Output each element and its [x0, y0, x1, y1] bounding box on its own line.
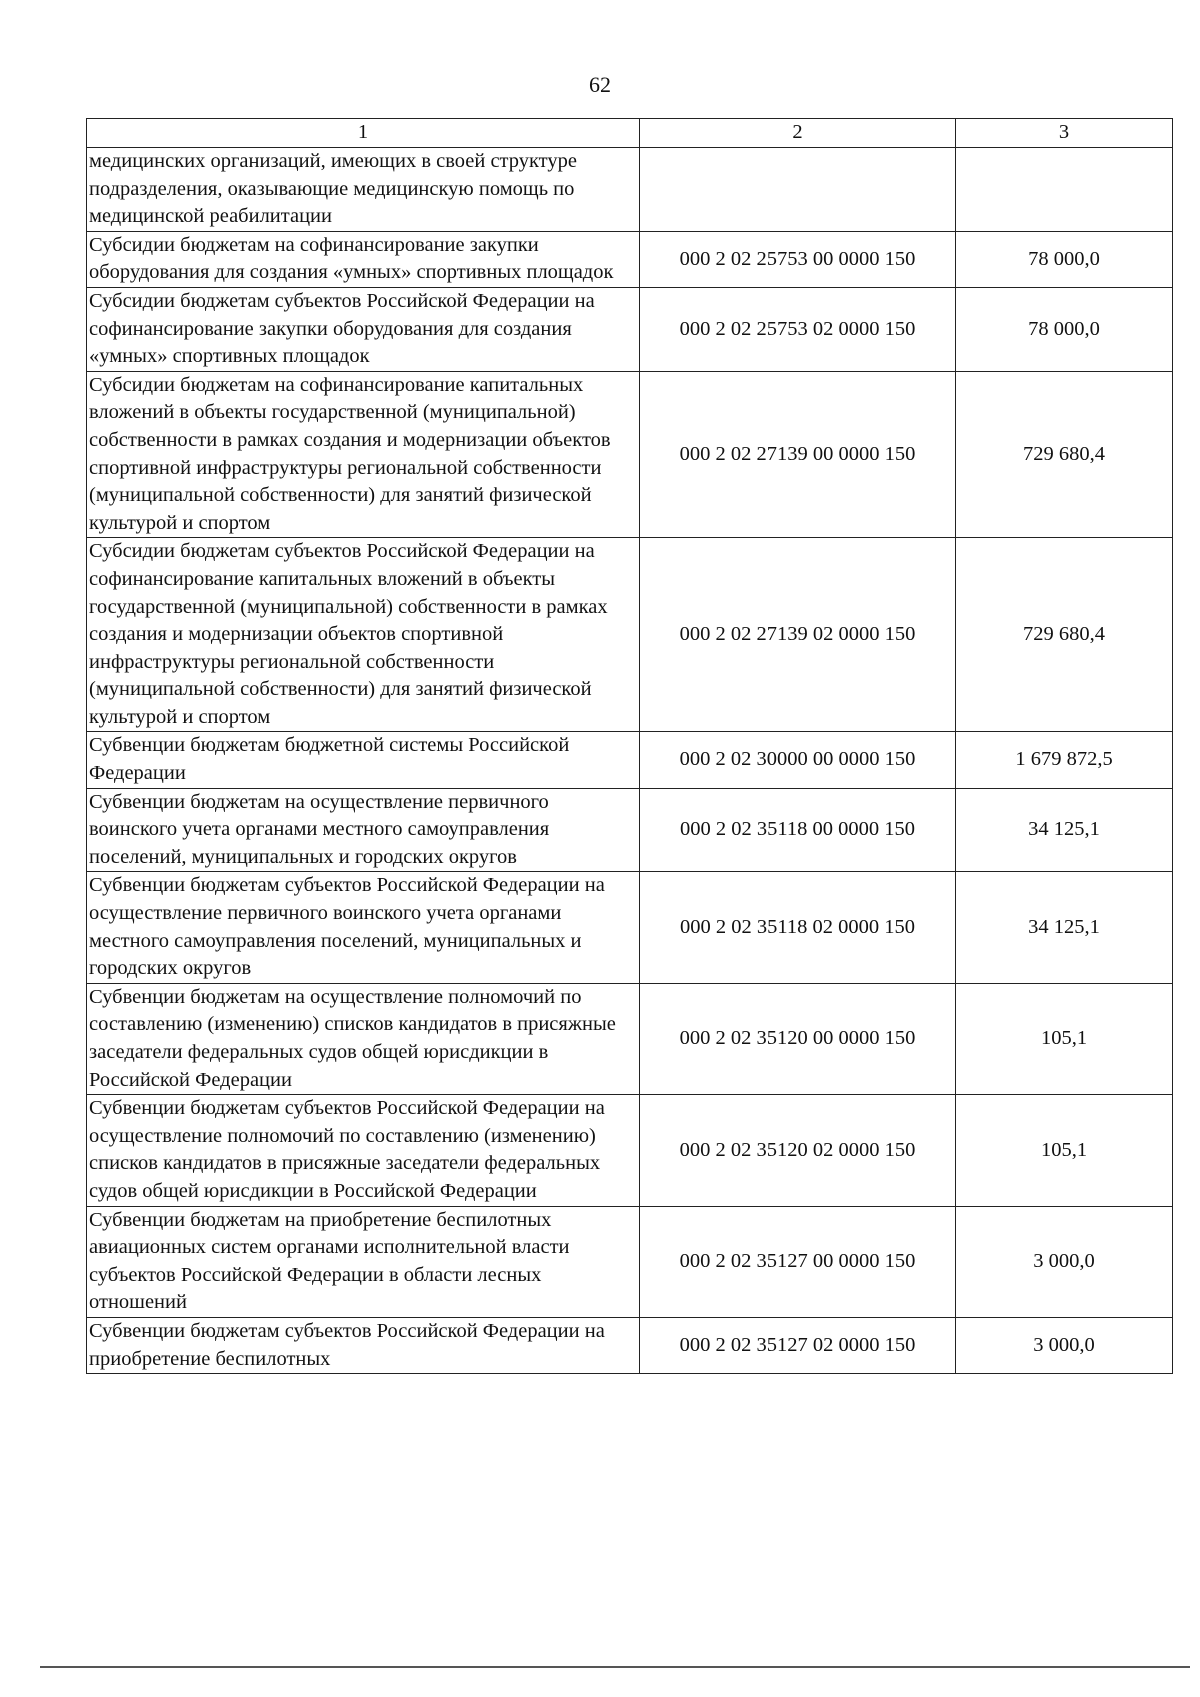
- table-row: [87, 1317, 1173, 1373]
- table-row: [87, 788, 1173, 872]
- table-row: [87, 371, 1173, 538]
- row-description: медицинских организаций, имеющих в своей структуре подразделения, оказывающие медицинскую помощь по медицинской реабилитации: [87, 148, 640, 232]
- table-row: [87, 983, 1173, 1094]
- row-description: Субсидии бюджетам субъектов Российской Федерации на софинансирование капитальных вложений в объекты государственной (муниципальной) собственности в рамках создания и модернизации объектов спортивной инфраструктуры региональной собственности (муниципальной собственности) для занятий физической культурой и спортом: [87, 538, 640, 732]
- row-amount: 78 000,0: [956, 287, 1173, 371]
- table-row: [87, 1206, 1173, 1317]
- row-code: 000 2 02 25753 02 0000 150: [640, 287, 956, 371]
- row-description: Субсидии бюджетам на софинансирование закупки оборудования для создания «умных» спортивных площадок: [87, 231, 640, 287]
- row-code: 000 2 02 27139 00 0000 150: [640, 371, 956, 538]
- row-amount: 78 000,0: [956, 231, 1173, 287]
- row-amount: 729 680,4: [956, 371, 1173, 538]
- table-body: [87, 148, 1173, 1374]
- row-description: Субсидии бюджетам субъектов Российской Федерации на софинансирование закупки оборудования для создания «умных» спортивных площадок: [87, 287, 640, 371]
- column-header-1: 1: [87, 119, 640, 148]
- row-code: 000 2 02 35118 02 0000 150: [640, 872, 956, 983]
- row-code: 000 2 02 35127 02 0000 150: [640, 1317, 956, 1373]
- row-code: [640, 148, 956, 232]
- row-description: Субвенции бюджетам субъектов Российской Федерации на осуществление полномочий по составлению (изменению) списков кандидатов в присяжные заседатели федеральных судов общей юрисдикции в Российской Федерации: [87, 1095, 640, 1206]
- row-amount: 1 679 872,5: [956, 732, 1173, 788]
- row-description: Субвенции бюджетам на осуществление полномочий по составлению (изменению) списков кандидатов в присяжные заседатели федеральных судов общей юрисдикции в Российской Федерации: [87, 983, 640, 1094]
- row-description: Субсидии бюджетам на софинансирование капитальных вложений в объекты государственной (муниципальной) собственности в рамках создания и модернизации объектов спортивной инфраструктуры региональной собственности (муниципальной собственности) для занятий физической культурой и спортом: [87, 371, 640, 538]
- row-code: 000 2 02 35120 02 0000 150: [640, 1095, 956, 1206]
- row-description: Субвенции бюджетам бюджетной системы Российской Федерации: [87, 732, 640, 788]
- page-number: 62: [589, 72, 611, 97]
- row-description: Субвенции бюджетам на приобретение беспилотных авиационных систем органами исполнительной власти субъектов Российской Федерации в области лесных отношений: [87, 1206, 640, 1317]
- row-amount: 34 125,1: [956, 788, 1173, 872]
- table-header-row: [87, 119, 1173, 148]
- row-code: 000 2 02 27139 02 0000 150: [640, 538, 956, 732]
- table-row: [87, 231, 1173, 287]
- column-header-2: 2: [640, 119, 956, 148]
- table-row: [87, 732, 1173, 788]
- row-description: Субвенции бюджетам на осуществление первичного воинского учета органами местного самоуправления поселений, муниципальных и городских округов: [87, 788, 640, 872]
- row-code: 000 2 02 35120 00 0000 150: [640, 983, 956, 1094]
- row-code: 000 2 02 35127 00 0000 150: [640, 1206, 956, 1317]
- table-row: [87, 538, 1173, 732]
- row-amount: 105,1: [956, 983, 1173, 1094]
- row-amount: 729 680,4: [956, 538, 1173, 732]
- table-row: [87, 1095, 1173, 1206]
- row-description: Субвенции бюджетам субъектов Российской Федерации на приобретение беспилотных: [87, 1317, 640, 1373]
- row-amount: [956, 148, 1173, 232]
- row-amount: 3 000,0: [956, 1206, 1173, 1317]
- row-description: Субвенции бюджетам субъектов Российской Федерации на осуществление первичного воинского учета органами местного самоуправления поселений, муниципальных и городских округов: [87, 872, 640, 983]
- row-amount: 3 000,0: [956, 1317, 1173, 1373]
- row-amount: 105,1: [956, 1095, 1173, 1206]
- footer-divider: [40, 1666, 1190, 1668]
- row-code: 000 2 02 25753 00 0000 150: [640, 231, 956, 287]
- table-row: [87, 287, 1173, 371]
- row-code: 000 2 02 30000 00 0000 150: [640, 732, 956, 788]
- table-row: [87, 148, 1173, 232]
- row-amount: 34 125,1: [956, 872, 1173, 983]
- column-header-3: 3: [956, 119, 1173, 148]
- budget-revenue-table: [86, 118, 1173, 1374]
- table-row: [87, 872, 1173, 983]
- row-code: 000 2 02 35118 00 0000 150: [640, 788, 956, 872]
